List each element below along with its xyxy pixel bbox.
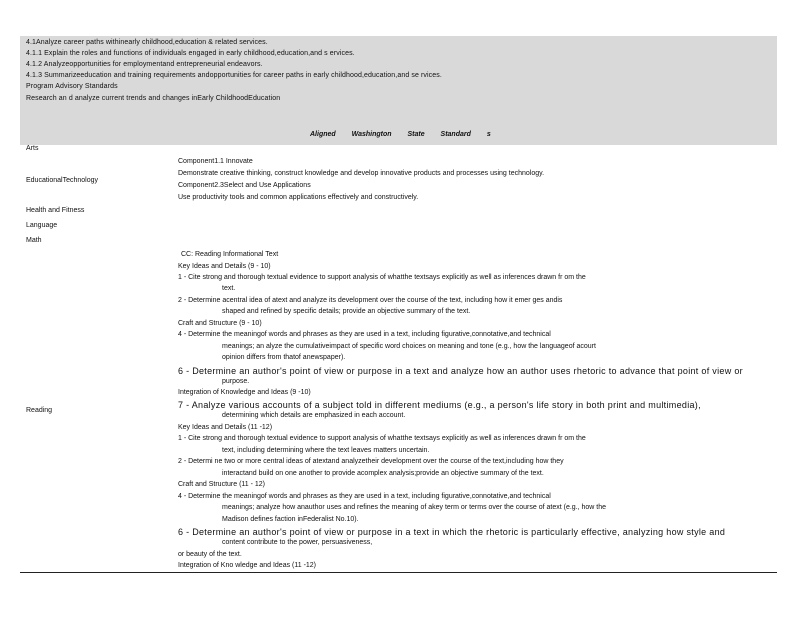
reading-line: shaped and refined by specific details; provide an objective summary of the text. (222, 308, 471, 315)
reading-line: opinion differs from thatof anewspaper). (222, 354, 346, 361)
standard-4-1: 4.1Analyze career paths withinearly childhood,education & related services. (26, 39, 268, 46)
reading-line: 4 - Determine the meaningof words and phrases as they are used in a text, including figurative,connotative,and technical (178, 493, 551, 500)
subject-math: Math (26, 237, 42, 244)
reading-line: Integration of Kno wledge and Ideas (11 -12) (178, 562, 317, 569)
reading-line: content contribute to the power, persuasiveness, (222, 539, 373, 546)
edtech-line: Demonstrate creative thinking, construct knowledge and develop innovative products and processes using technology. (178, 170, 545, 177)
reading-line: 1 - Cite strong and thorough textual evidence to support analysis of whatthe textsays explicitly as well as inferences drawn fr om the (178, 435, 586, 442)
subject-reading: Reading (26, 407, 53, 414)
standard-4-1-1: 4.1.1 Explain the roles and functions of individuals engaged in early childhood,education,and s ervices. (26, 50, 355, 57)
reading-line: text, including determining where the text leaves matters uncertain. (222, 447, 430, 454)
program-advisory-standards: Program Advisory Standards (26, 83, 118, 90)
reading-line: text. (222, 285, 236, 292)
table-bottom-rule (20, 572, 777, 573)
reading-line: 2 - Determi ne two or more central ideas of atextand analyzetheir development over the course of the text,including how they (178, 458, 564, 465)
reading-line: Key Ideas and Details (11 -12) (178, 424, 273, 431)
reading-line: Key Ideas and Details (9 - 10) (178, 263, 271, 270)
standard-4-1-3: 4.1.3 Summarizeeducation and training requirements andopportunities for career paths in early childhood,education,and se rvices. (26, 72, 442, 79)
reading-line: meanings; an alyze the cumulativeimpact of specific word choices on meaning and tone (e.g., how the languageof acourt (222, 343, 596, 350)
reading-line: Integration of Knowledge and Ideas (9 -10) (178, 389, 311, 396)
standards-table (20, 36, 777, 145)
reading-line: meanings; analyze how anauthor uses and refines the meaning of akey term or terms over the course of atext (e.g., how the (222, 504, 607, 511)
subject-educational-technology: EducationalTechnology (26, 177, 98, 184)
aligned-standards-heading: Aligned Washington State Standard s (310, 131, 491, 138)
reading-line: 6 - Determine an author's point of view or purpose in a text in which the rhetoric is particularly effective, analyzing how style and (178, 527, 726, 537)
reading-line: CC: Reading Informational Text (181, 251, 279, 258)
reading-line: 7 - Analyze various accounts of a subject told in different mediums (e.g., a person's life story in both print and multimedia), (178, 400, 701, 410)
reading-line: Craft and Structure (9 - 10) (178, 320, 262, 327)
subject-language: Language (26, 222, 58, 229)
standard-4-1-2: 4.1.2 Analyzeopportunities for employmentand entrepreneurial endeavors. (26, 61, 263, 68)
reading-line: determining which details are emphasized in each account. (222, 412, 406, 419)
reading-line: 1 - Cite strong and thorough textual evidence to support analysis of whatthe textsays explicitly as well as inferences drawn fr om the (178, 274, 586, 281)
reading-line: 6 - Determine an author's point of view or purpose in a text and analyze how an author uses rhetoric to advance that point of view or (178, 366, 743, 376)
reading-line: 4 - Determine the meaningof words and phrases as they are used in a text, including figurative,connotative,and technical (178, 331, 551, 338)
reading-line: Madison defines faction inFederalist No.10). (222, 516, 359, 523)
reading-line: 2 - Determine acentral idea of atext and analyze its development over the course of the text, including how it emer ges andis (178, 297, 563, 304)
reading-line: interactand build on one another to provide acomplex analysis;provide an objective summary of the text. (222, 470, 544, 477)
subject-arts: Arts (26, 145, 39, 152)
reading-line: Craft and Structure (11 - 12) (178, 481, 266, 488)
edtech-line: Component2.3Select and Use Applications (178, 182, 311, 189)
edtech-line: Use productivity tools and common applications effectively and constructively. (178, 194, 419, 201)
career-standards-header (20, 36, 777, 145)
reading-line: purpose. (222, 378, 250, 385)
research-standard: Research an d analyze current trends and changes inEarly ChildhoodEducation (26, 95, 281, 102)
edtech-line: Component1.1 Innovate (178, 158, 253, 165)
subject-health-fitness: Health and Fitness (26, 207, 85, 214)
reading-line: or beauty of the text. (178, 551, 242, 558)
